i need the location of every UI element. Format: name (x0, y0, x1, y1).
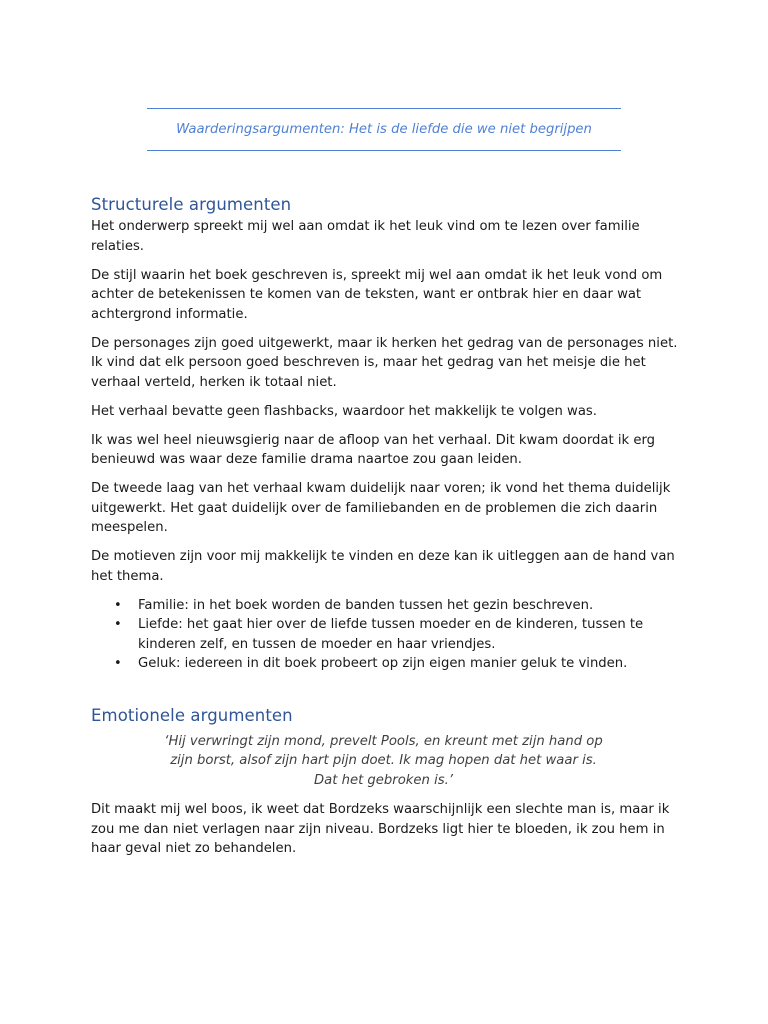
list-item-text: Familie: in het boek worden de banden tussen het gezin beschreven. (138, 597, 594, 613)
list-item-text: Geluk: iedereen in dit boek probeert op zijn eigen manier geluk te vinden. (138, 656, 628, 671)
paragraph: De stijl waarin het boek geschreven is, spreekt mij wel aan omdat ik het leuk vond om achter de betekenissen te komen van de teksten, want er ontbrak hier en daar wat achtergrond informatie. (91, 267, 663, 322)
paragraph: Het onderwerp spreekt mij wel aan omdat ik het leuk vind om te lezen over familie relaties. (91, 219, 640, 254)
title-bottom-rule (147, 150, 621, 151)
document-body (91, 193, 681, 868)
document-title: Waarderingsargumenten: Het is de liefde die we niet begrijpen (176, 122, 592, 137)
bullet-icon: • (114, 597, 122, 613)
block-quote: ‘Hij verwringt zijn mond, prevelt Pools, en kreunt met zijn hand op zijn borst, alsof zijn hart pijn doet. Ik mag hopen dat het waar is. Dat het gebroken is.’ (164, 733, 603, 788)
paragraph: Dit maakt mij wel boos, ik weet dat Bordzeks waarschijnlijk een slechte man is, maar ik zou me dan niet verlagen naar zijn niveau. Bordzeks ligt hier te bloeden, ik zou hem in haar geval niet zo behandelen. (91, 802, 670, 856)
paragraph: Het verhaal bevatte geen flashbacks, waardoor het makkelijk te volgen was. (91, 403, 597, 419)
list-item (91, 654, 681, 674)
motieven-list (91, 596, 681, 674)
section-heading-structurele: Structurele argumenten (91, 195, 292, 214)
list-item-text: Liefde: het gaat hier over de liefde tussen moeder en de kinderen, tussen te kinderen zelf, en tussen de moeder en haar vriendjes. (138, 617, 644, 652)
paragraph: De personages zijn goed uitgewerkt, maar ik herken het gedrag van de personages niet. Ik vind dat elk persoon goed beschreven is, maar het gedrag van het meisje die het verhaal verteld, herken ik totaal niet. (91, 335, 678, 390)
list-item (91, 596, 681, 616)
list-item (91, 615, 681, 654)
bullet-icon: • (114, 656, 122, 671)
bullet-icon: • (114, 617, 122, 632)
title-top-rule (147, 108, 621, 109)
paragraph: De tweede laag van het verhaal kwam duidelijk naar voren; ik vond het thema duidelijk uitgewerkt. Het gaat duidelijk over de familiebanden en de problemen die zich daarin meespelen. (91, 481, 671, 535)
paragraph: De motieven zijn voor mij makkelijk te vinden en deze kan ik uitleggen aan de hand van het thema. (91, 549, 675, 584)
section-heading-emotionele: Emotionele argumenten (91, 705, 293, 725)
paragraph: Ik was wel heel nieuwsgierig naar de afloop van het verhaal. Dit kwam doordat ik erg benieuwd was waar deze familie drama naartoe zou gaan leiden. (91, 432, 656, 467)
